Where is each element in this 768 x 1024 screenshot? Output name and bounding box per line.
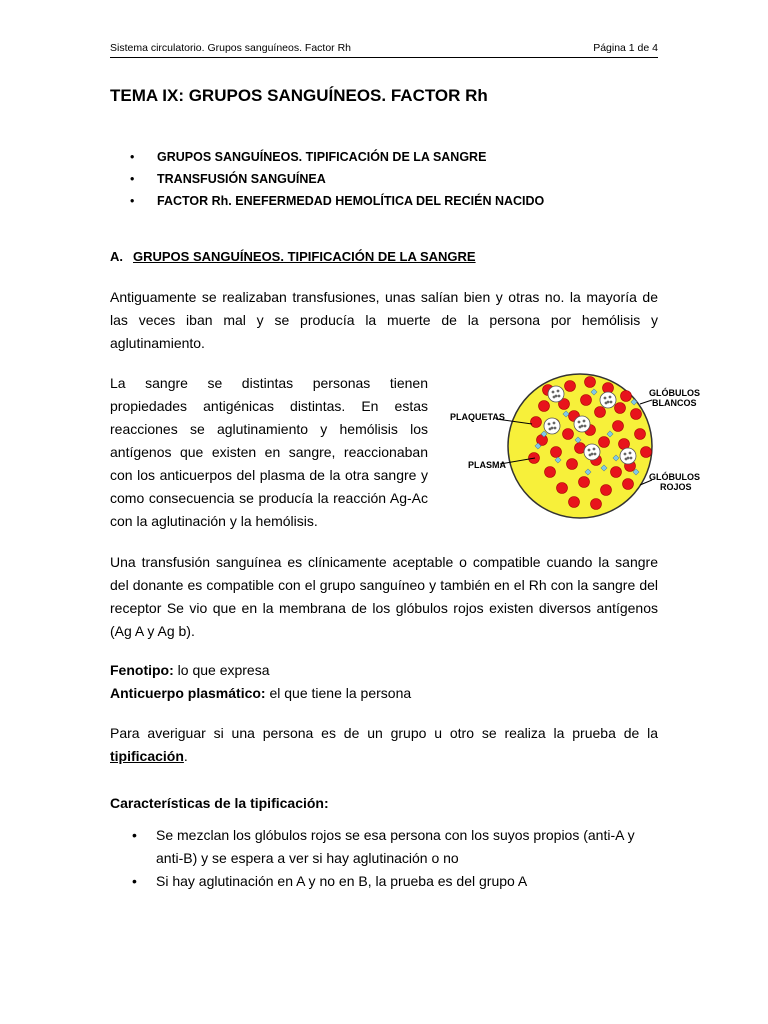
- page-number: Página 1 de 4: [593, 42, 658, 54]
- paragraph-transfusion: Una transfusión sanguínea es clínicamente aceptable o compatible cuando la sangre del donante es compatible con el grupo sanguíneo y también en el Rh con la sangre del receptor Se vio que en la membrana de los glóbulos rojos existen diversos antígenos (Ag A y Ag b).: [110, 554, 658, 639]
- anticuerpo-line: [110, 682, 411, 704]
- red-blood-cell: [635, 429, 646, 440]
- list-item: • Se mezclan los glóbulos rojos se esa persona con los suyos propios (anti-A y anti-B) y se espera a ver si hay aglutinación o no: [110, 824, 658, 870]
- document-title: TEMA IX: GRUPOS SANGUÍNEOS. FACTOR Rh: [110, 86, 488, 105]
- section-label: GRUPOS SANGUÍNEOS. TIPIFICACIÓN DE LA SANGRE: [133, 249, 476, 264]
- section-number: A.: [110, 249, 123, 264]
- red-blood-cell: [591, 499, 602, 510]
- red-blood-cell: [579, 477, 590, 488]
- label-plasma: PLASMA: [468, 460, 506, 470]
- red-blood-cell: [623, 479, 634, 490]
- header-title: Sistema circulatorio. Grupos sanguíneos. Factor Rh: [110, 42, 352, 54]
- red-blood-cell: [631, 409, 642, 420]
- blood-diagram-svg: [440, 372, 710, 532]
- red-blood-cell: [613, 421, 624, 432]
- white-blood-cell: [600, 392, 616, 408]
- white-blood-cell: [620, 448, 636, 464]
- paragraph-intro: Antiguamente se realizaban transfusiones, unas salían bien y otras no. la mayoría de las veces iban mal y se producía la muerte de la persona por hemólisis y aglutinamiento.: [110, 289, 658, 351]
- red-blood-cell: [539, 401, 550, 412]
- red-blood-cell: [621, 391, 632, 402]
- label-globulos-rojos-1: GLÓBULOS: [649, 472, 700, 482]
- page-header: [110, 42, 658, 58]
- anticuerpo-label: Anticuerpo plasmático:: [110, 685, 266, 701]
- red-blood-cell: [611, 467, 622, 478]
- red-blood-cell: [569, 497, 580, 508]
- red-blood-cell: [565, 381, 576, 392]
- tipificacion-end: .: [183, 748, 188, 764]
- label-globulos-blancos-1: GLÓBULOS: [649, 388, 700, 398]
- paragraph-antigens: La sangre se distintas personas tienen propiedades antigénicas distintas. En estas reacciones se aglutinamiento y hemólisis los antígenos que existen en sangre, reaccionaban con los anticuerpos del plasma de la otra sangre y como consecuencia se producía la reacción Ag-Ac con la aglutinación y la hemólisis.: [110, 375, 428, 529]
- topic-item: • FACTOR Rh. ENEFERMEDAD HEMOLÍTICA DEL RECIÉN NACIDO: [130, 193, 544, 215]
- red-blood-cell: [551, 447, 562, 458]
- section-heading: [110, 249, 476, 264]
- label-plaquetas: PLAQUETAS: [450, 412, 505, 422]
- caracteristicas-heading: Características de la tipificación:: [110, 795, 329, 811]
- topic-item: • GRUPOS SANGUÍNEOS. TIPIFICACIÓN DE LA SANGRE: [130, 149, 544, 171]
- red-blood-cell: [641, 447, 652, 458]
- paragraph-tipificacion: [110, 722, 658, 768]
- caracteristicas-list: [110, 824, 658, 893]
- red-blood-cell: [563, 429, 574, 440]
- red-blood-cell: [599, 437, 610, 448]
- red-blood-cell: [595, 407, 606, 418]
- red-blood-cell: [581, 395, 592, 406]
- red-blood-cell: [557, 483, 568, 494]
- red-blood-cell: [545, 467, 556, 478]
- white-blood-cell: [548, 386, 564, 402]
- anticuerpo-text: el que tiene la persona: [265, 685, 412, 701]
- topic-list: [130, 149, 544, 215]
- tipificacion-term: tipificación: [110, 748, 184, 764]
- blood-diagram: [440, 372, 710, 532]
- fenotipo-label: Fenotipo:: [110, 662, 174, 678]
- label-globulos-rojos-2: ROJOS: [660, 482, 692, 492]
- white-blood-cell: [544, 418, 560, 434]
- fenotipo-line: [110, 659, 270, 681]
- red-blood-cell: [531, 417, 542, 428]
- tipificacion-text: Para averiguar si una persona es de un grupo u otro se realiza la prueba de la: [110, 725, 658, 741]
- label-globulos-blancos-2: BLANCOS: [652, 398, 697, 408]
- red-blood-cell: [615, 403, 626, 414]
- white-blood-cell: [574, 416, 590, 432]
- red-blood-cell: [585, 377, 596, 388]
- topic-item: • TRANSFUSIÓN SANGUÍNEA: [130, 171, 544, 193]
- fenotipo-text: lo que expresa: [173, 662, 270, 678]
- red-blood-cell: [601, 485, 612, 496]
- list-item: • Si hay aglutinación en A y no en B, la prueba es del grupo A: [110, 870, 658, 893]
- red-blood-cell: [567, 459, 578, 470]
- white-blood-cell: [584, 444, 600, 460]
